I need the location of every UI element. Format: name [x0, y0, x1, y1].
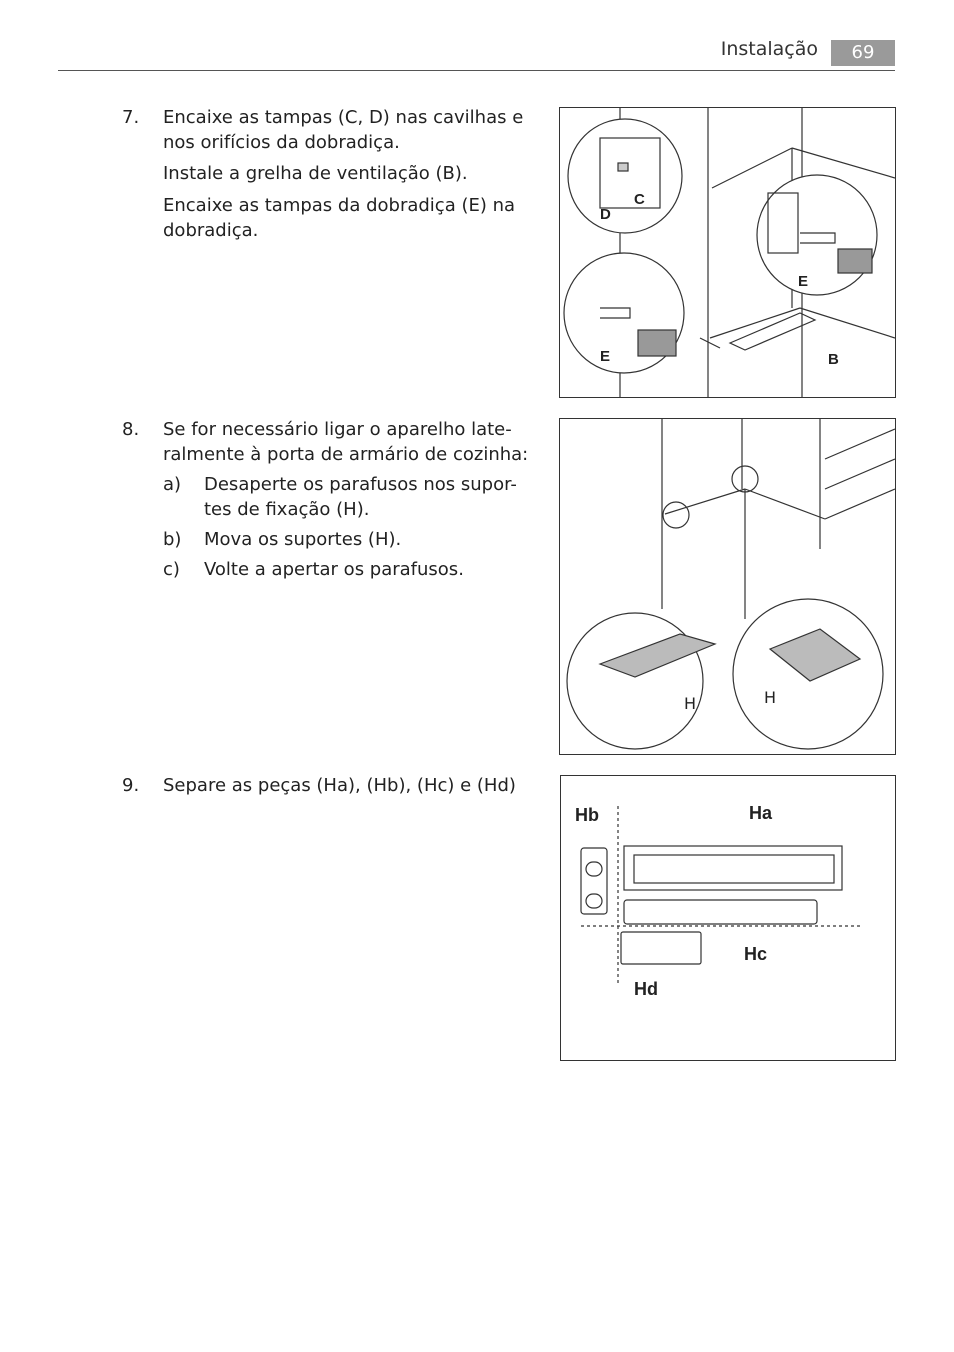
- label-h-left: H: [684, 694, 697, 713]
- step-8-line-1: Se for necessário ligar o aparelho late-: [163, 419, 512, 440]
- label-b: B: [828, 351, 839, 368]
- step-7-line-5: dobradiça.: [163, 220, 259, 241]
- label-c: C: [634, 191, 645, 208]
- substep-b-line-1: Mova os suportes (H).: [204, 529, 402, 550]
- label-hd: Hd: [634, 979, 658, 999]
- figure-3-drawing: [561, 776, 895, 1060]
- step-9-number: 9.: [122, 775, 140, 796]
- substep-a-line-1: Desaperte os parafusos nos supor-: [204, 474, 517, 495]
- substep-a-line-2: tes de fixação (H).: [204, 499, 370, 520]
- figure-vent-grille-hinge-covers: [559, 107, 896, 398]
- label-h-right: H: [764, 688, 777, 707]
- step-7-line-4: Encaixe as tampas da dobradiça (E) na: [163, 195, 516, 216]
- figure-separate-parts: [560, 775, 896, 1061]
- page-number: 69: [831, 40, 895, 66]
- figure-fixing-brackets: [559, 418, 896, 755]
- label-ha: Ha: [749, 803, 773, 823]
- label-e-lower: E: [600, 348, 611, 365]
- figure-2-drawing: [560, 419, 895, 754]
- label-e-upper: E: [798, 273, 809, 290]
- substep-a-letter: a): [163, 474, 182, 495]
- step-8-number: 8.: [122, 419, 140, 440]
- substep-b-letter: b): [163, 529, 182, 550]
- step-7-line-2: nos orifícios da dobradiça.: [163, 132, 400, 153]
- substep-c-letter: c): [163, 559, 180, 580]
- step-8-line-2: ralmente à porta de armário de cozinha:: [163, 444, 529, 465]
- figure-1-drawing: [560, 108, 895, 397]
- label-hc: Hc: [744, 944, 768, 964]
- step-9-line-1: Separe as peças (Ha), (Hb), (Hc) e (Hd): [163, 775, 516, 796]
- step-7-line-3: Instale a grelha de ventilação (B).: [163, 163, 468, 184]
- header-rule: [58, 70, 895, 71]
- label-hb: Hb: [575, 805, 599, 825]
- step-7-number: 7.: [122, 107, 140, 128]
- section-title: Instalação: [720, 38, 818, 60]
- label-d: D: [600, 206, 611, 223]
- step-7-line-1: Encaixe as tampas (C, D) nas cavilhas e: [163, 107, 524, 128]
- substep-c-line-1: Volte a apertar os parafusos.: [204, 559, 464, 580]
